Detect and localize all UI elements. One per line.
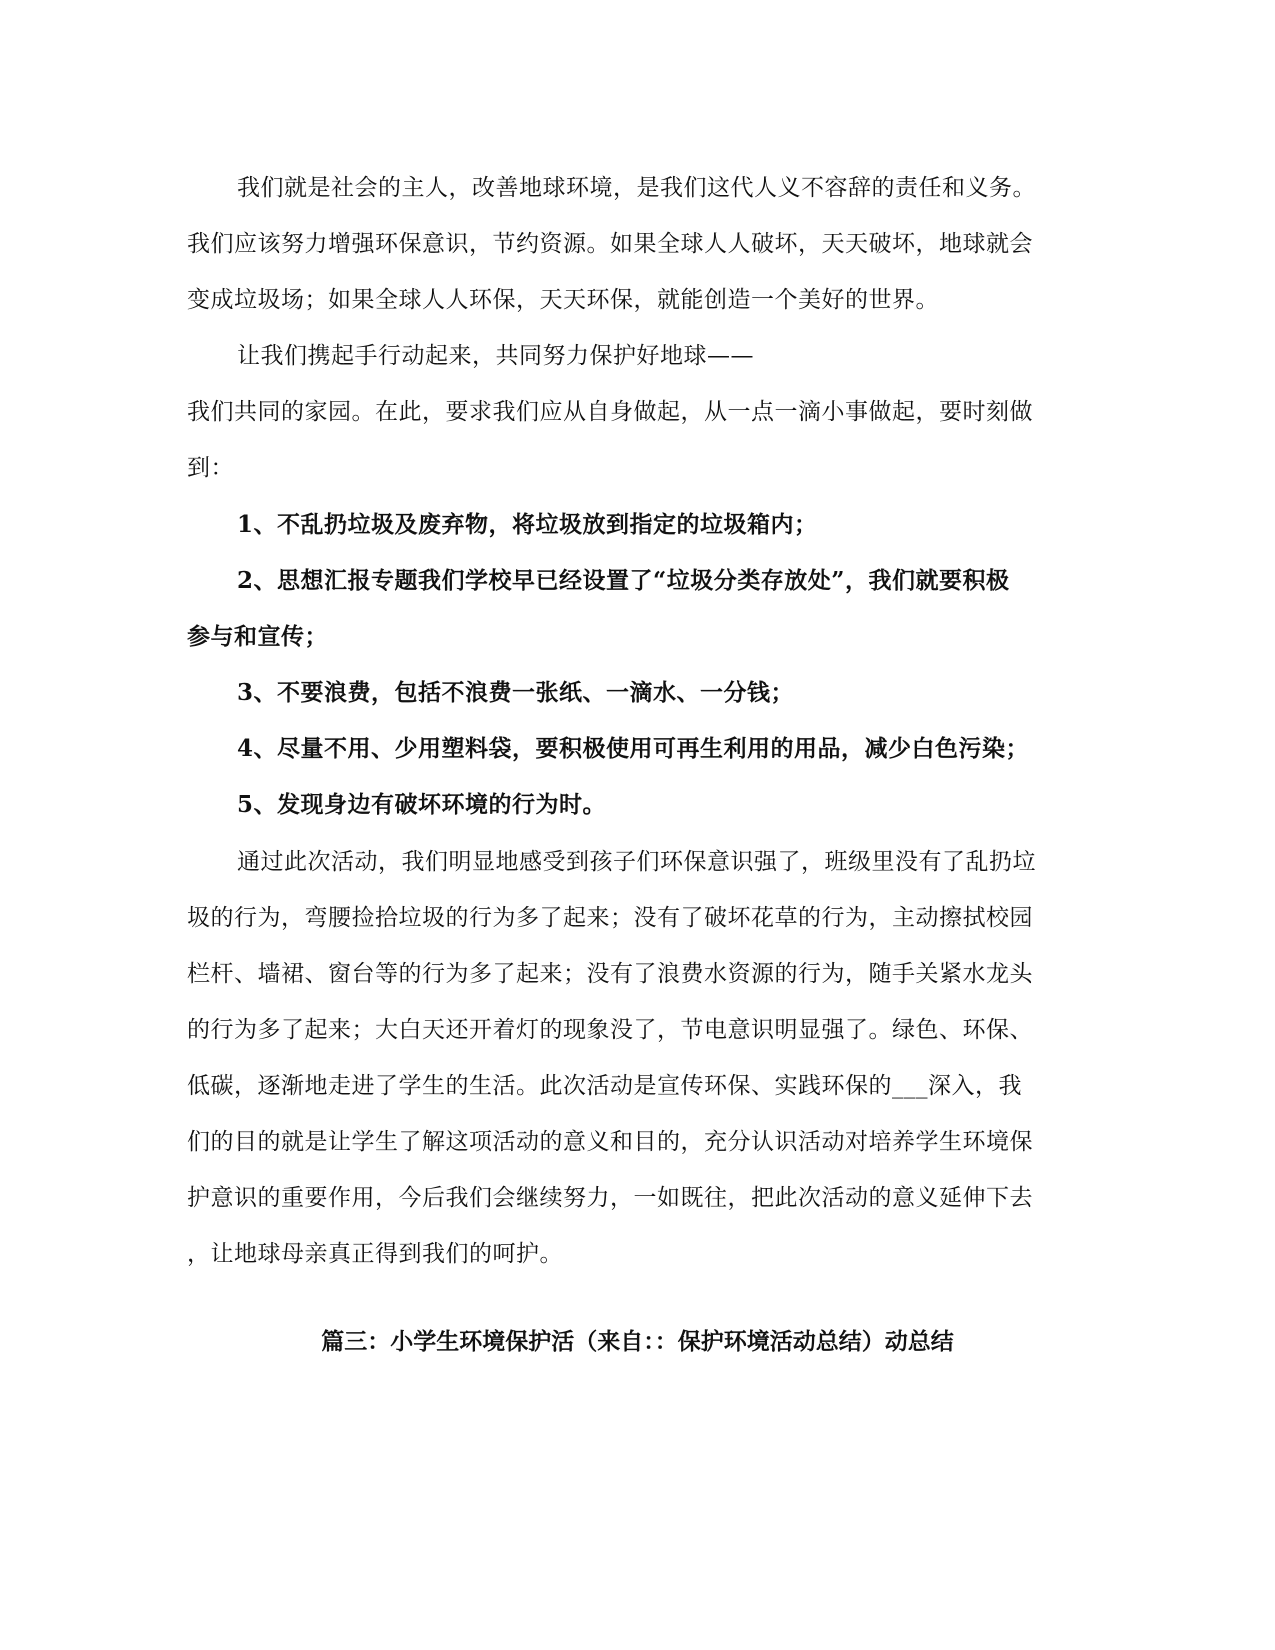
list-item: 参与和宣传； — [187, 623, 328, 650]
paragraph-line: ，让地球母亲真正得到我们的呵护。 — [187, 1241, 563, 1267]
paragraph-line: 们的目的就是让学生了解这项活动的意义和目的，充分认识活动对培养学生环境保 — [187, 1129, 1033, 1155]
list-item: 5、发现身边有破坏环境的行为时。 — [237, 791, 607, 818]
paragraph-line: 低碳，逐渐地走进了学生的生活。此次活动是宣传环保、实践环保的___深入，我 — [187, 1073, 1022, 1099]
paragraph-line: 到： — [187, 455, 234, 481]
list-item: 4、尽量不用、少用塑料袋，要积极使用可再生利用的用品，减少白色污染； — [237, 735, 1030, 762]
paragraph-line: 我们就是社会的主人，改善地球环境，是我们这代人义不容辞的责任和义务。 — [237, 175, 1036, 201]
list-item: 2、思想汇报专题我们学校早已经设置了“垃圾分类存放处”，我们就要积极 — [237, 567, 1010, 594]
paragraph-line: 通过此次活动，我们明显地感受到孩子们环保意识强了，班级里没有了乱扔垃 — [237, 849, 1036, 875]
list-item: 3、不要浪费，包括不浪费一张纸、一滴水、一分钱； — [237, 679, 795, 706]
paragraph-line: 让我们携起手行动起来，共同努力保护好地球—— — [237, 343, 754, 369]
list-item: 1、不乱扔垃圾及废弃物，将垃圾放到指定的垃圾箱内； — [237, 511, 818, 538]
paragraph-line: 我们应该努力增强环保意识，节约资源。如果全球人人破坏，天天破坏，地球就会 — [187, 231, 1033, 257]
section-heading: 篇三：小学生环境保护活（来自：：保护环境活动总结）动总结 — [321, 1328, 954, 1355]
paragraph-line: 栏杆、墙裙、窗台等的行为多了起来；没有了浪费水资源的行为，随手关紧水龙头 — [187, 961, 1033, 987]
paragraph-line: 我们共同的家园。在此，要求我们应从自身做起，从一点一滴小事做起，要时刻做 — [187, 399, 1033, 425]
paragraph-line: 变成垃圾场；如果全球人人环保，天天环保，就能创造一个美好的世界。 — [187, 287, 939, 313]
paragraph-line: 圾的行为，弯腰捡拾垃圾的行为多了起来；没有了破坏花草的行为，主动擦拭校园 — [187, 905, 1033, 931]
paragraph-line: 的行为多了起来；大白天还开着灯的现象没了，节电意识明显强了。绿色、环保、 — [187, 1017, 1033, 1043]
paragraph-line: 护意识的重要作用，今后我们会继续努力，一如既往，把此次活动的意义延伸下去 — [187, 1185, 1033, 1211]
